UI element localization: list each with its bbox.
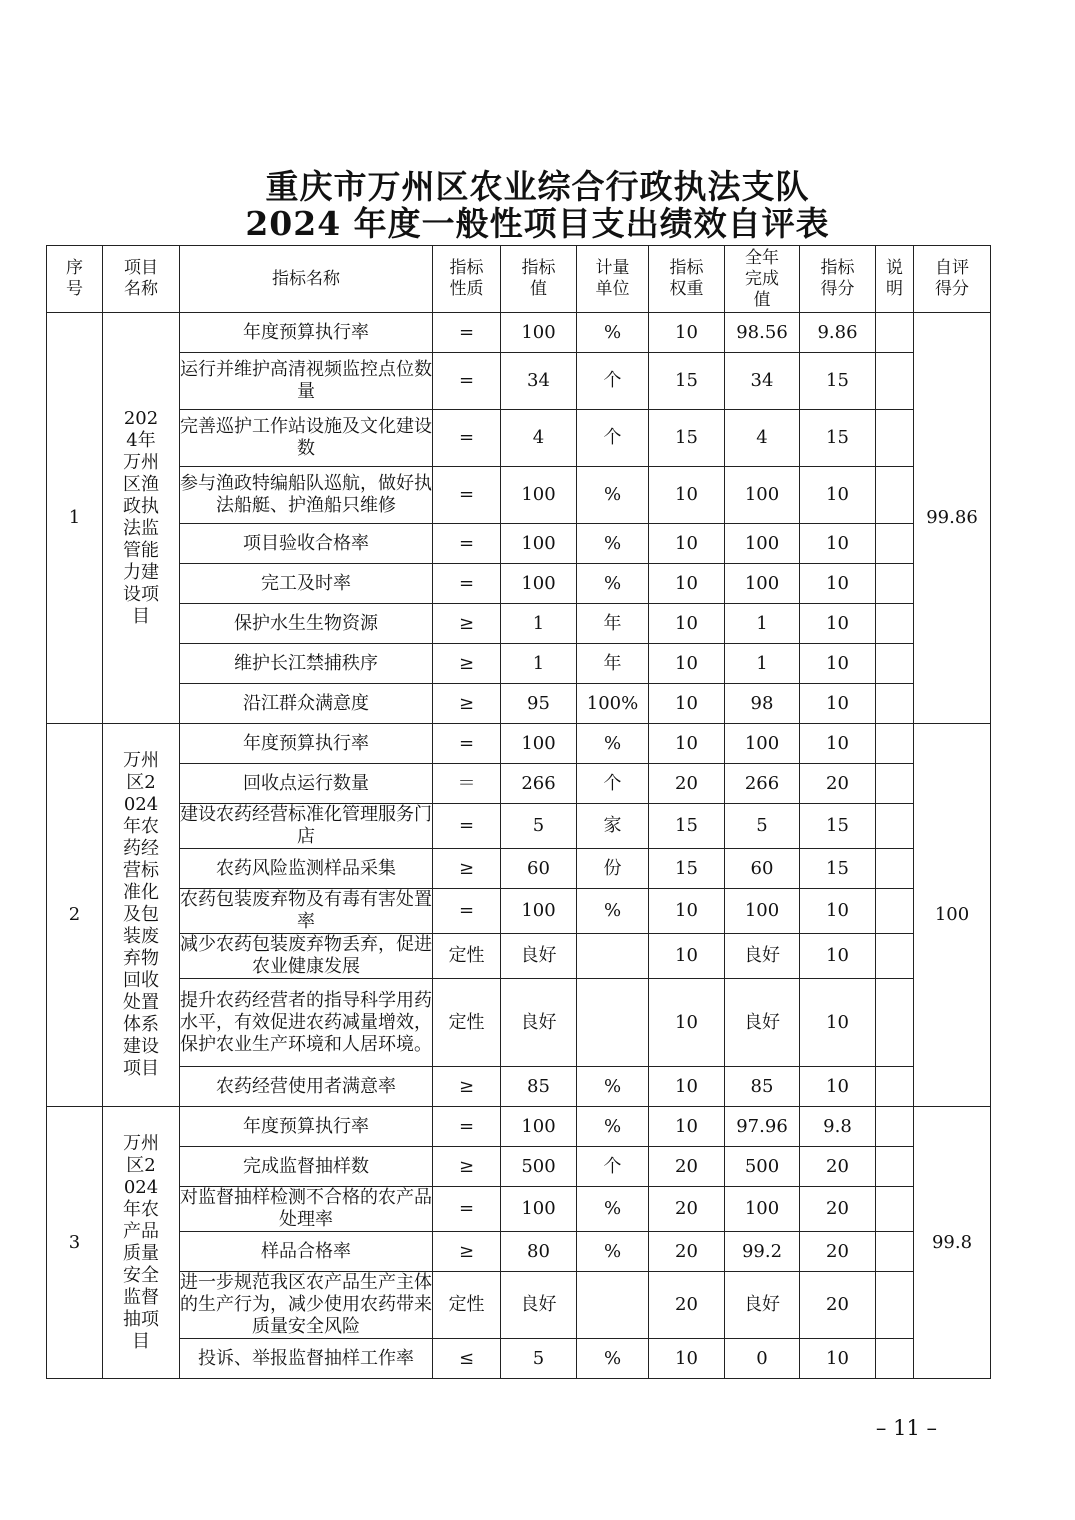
self-score-cell: 99.8 — [914, 1107, 991, 1379]
note-cell — [876, 764, 914, 804]
indicator-unit: 100% — [577, 684, 649, 724]
indicator-nature: ≥ — [433, 1232, 501, 1272]
table-row — [47, 1147, 991, 1187]
indicator-value: 266 — [501, 764, 577, 804]
indicator-unit — [577, 934, 649, 979]
title-line-1: 重庆市万州区农业综合行政执法支队 — [265, 167, 810, 206]
seq-cell: 2 — [47, 724, 103, 1107]
note-cell — [876, 1232, 914, 1272]
indicator-value: 良好 — [501, 979, 577, 1067]
header-indicator: 指标名称 — [180, 246, 433, 313]
header-seq-text: 序号 — [66, 258, 83, 299]
indicator-name: 农药风险监测样品采集 — [180, 849, 433, 889]
indicator-score: 15 — [800, 353, 876, 410]
indicator-value: 60 — [501, 849, 577, 889]
note-cell — [876, 889, 914, 934]
project-name: 万州区2024年农产品质量安全监督抽项目 — [122, 1132, 159, 1352]
project-name-cell — [103, 313, 180, 724]
indicator-value: 100 — [501, 524, 577, 564]
indicator-nature: = — [433, 313, 501, 353]
indicator-value: 5 — [501, 804, 577, 849]
indicator-score: 20 — [800, 1272, 876, 1339]
indicator-nature: = — [433, 1187, 501, 1232]
indicator-unit: % — [577, 1107, 649, 1147]
indicator-nature: = — [433, 889, 501, 934]
indicator-value: 5 — [501, 1339, 577, 1379]
indicator-actual: 34 — [725, 353, 800, 410]
table-row — [47, 764, 991, 804]
indicator-name: 完工及时率 — [180, 564, 433, 604]
indicator-weight: 10 — [649, 1339, 725, 1379]
indicator-name: 年度预算执行率 — [180, 313, 433, 353]
indicator-weight: 10 — [649, 889, 725, 934]
indicator-unit: % — [577, 1187, 649, 1232]
note-cell — [876, 1067, 914, 1107]
indicator-name: 对监督抽样检测不合格的农产品处理率 — [180, 1187, 432, 1230]
project-name: 万州区2024年农药经营标准化及包装废弃物回收处置体系建设项目 — [122, 750, 159, 1079]
indicator-actual: 100 — [725, 889, 800, 934]
indicator-name: 提升农药经营者的指导科学用药水平，有效促进农药减量增效，保护农业生产环境和人居环境。 — [180, 979, 433, 1067]
indicator-score: 9.8 — [800, 1107, 876, 1147]
indicator-weight: 15 — [649, 804, 725, 849]
header-actual-text: 全年完成值 — [745, 247, 779, 310]
table-row — [47, 889, 991, 934]
indicator-value: 4 — [501, 410, 577, 467]
indicator-weight: 10 — [649, 934, 725, 979]
indicator-score: 10 — [800, 524, 876, 564]
indicator-unit: 个 — [577, 353, 649, 410]
indicator-name: 年度预算执行率 — [180, 1107, 433, 1147]
indicator-nature: = — [433, 467, 501, 524]
indicator-unit: % — [577, 724, 649, 764]
header-value-text: 指标值 — [521, 258, 556, 299]
self-score-cell: 100 — [914, 724, 991, 1107]
indicator-weight: 20 — [649, 1272, 725, 1339]
indicator-score: 10 — [800, 889, 876, 934]
indicator-unit: % — [577, 564, 649, 604]
indicator-unit: 个 — [577, 764, 649, 804]
indicator-nature: = — [433, 724, 501, 764]
table-row — [47, 849, 991, 889]
table-row — [47, 1272, 991, 1339]
header-row — [47, 246, 991, 313]
note-cell — [876, 353, 914, 410]
note-cell — [876, 979, 914, 1067]
indicator-score: 10 — [800, 979, 876, 1067]
indicator-name: 农药经营使用者满意率 — [180, 1067, 433, 1107]
indicator-unit: 份 — [577, 849, 649, 889]
indicator-unit — [577, 1272, 649, 1339]
indicator-actual: 100 — [725, 467, 800, 524]
indicator-name: 进一步规范我区农产品生产主体的生产行为，减少使用农药带来质量安全风险 — [180, 1272, 432, 1337]
indicator-actual: 100 — [725, 1187, 800, 1232]
header-project — [103, 246, 180, 313]
indicator-value: 1 — [501, 644, 577, 684]
indicator-value: 良好 — [501, 934, 577, 979]
indicator-weight: 10 — [649, 684, 725, 724]
indicator-weight: 15 — [649, 849, 725, 889]
table-row — [47, 1067, 991, 1107]
header-score — [800, 246, 876, 313]
indicator-nature: = — [433, 1107, 501, 1147]
header-nature — [433, 246, 501, 313]
note-cell — [876, 410, 914, 467]
indicator-name: 完善巡护工作站设施及文化建设数 — [180, 410, 433, 467]
indicator-value: 100 — [501, 889, 577, 934]
indicator-unit — [577, 979, 649, 1067]
header-unit-text: 计量单位 — [595, 258, 630, 299]
seq-cell: 1 — [47, 313, 103, 724]
indicator-weight: 20 — [649, 1147, 725, 1187]
indicator-value: 95 — [501, 684, 577, 724]
indicator-actual: 60 — [725, 849, 800, 889]
table-row — [47, 1339, 991, 1379]
indicator-nature: ≥ — [433, 1067, 501, 1107]
note-cell — [876, 644, 914, 684]
indicator-value: 100 — [501, 467, 577, 524]
indicator-actual: 100 — [725, 564, 800, 604]
indicator-nature: = — [433, 804, 501, 849]
note-cell — [876, 804, 914, 849]
indicator-unit: % — [577, 1339, 649, 1379]
indicator-name: 农药包装废弃物及有毒有害处置率 — [180, 889, 432, 932]
indicator-value: 85 — [501, 1067, 577, 1107]
indicator-score: 20 — [800, 764, 876, 804]
indicator-name: 投诉、举报监督抽样工作率 — [180, 1339, 433, 1379]
indicator-nature: 定性 — [433, 934, 501, 979]
note-cell — [876, 1147, 914, 1187]
indicator-actual: 266 — [725, 764, 800, 804]
indicator-weight: 20 — [649, 1187, 725, 1232]
note-cell — [876, 604, 914, 644]
indicator-nature: = — [433, 524, 501, 564]
table-row — [47, 524, 991, 564]
indicator-value: 100 — [501, 313, 577, 353]
header-self-score — [914, 246, 991, 313]
indicator-name: 回收点运行数量 — [180, 764, 433, 804]
table-row — [47, 353, 991, 410]
indicator-weight: 20 — [649, 1232, 725, 1272]
indicator-nature: ＝ — [433, 764, 501, 804]
indicator-weight: 15 — [649, 410, 725, 467]
indicator-unit: 个 — [577, 1147, 649, 1187]
table-row — [47, 564, 991, 604]
note-cell — [876, 467, 914, 524]
indicator-actual: 85 — [725, 1067, 800, 1107]
header-score-text: 指标得分 — [820, 258, 855, 299]
indicator-score: 10 — [800, 604, 876, 644]
header-note — [876, 246, 914, 313]
header-actual — [725, 246, 800, 313]
indicator-score: 9.86 — [800, 313, 876, 353]
indicator-score: 10 — [800, 1067, 876, 1107]
indicator-nature: 定性 — [433, 1272, 501, 1339]
indicator-score: 20 — [800, 1232, 876, 1272]
indicator-actual: 98 — [725, 684, 800, 724]
indicator-score: 10 — [800, 684, 876, 724]
indicator-unit: % — [577, 889, 649, 934]
indicator-name: 沿江群众满意度 — [180, 684, 433, 724]
project-name-cell — [103, 724, 180, 1107]
header-note-text: 说明 — [886, 258, 903, 299]
indicator-score: 10 — [800, 467, 876, 524]
indicator-value: 100 — [501, 564, 577, 604]
project-name-cell — [103, 1107, 180, 1379]
indicator-name: 样品合格率 — [180, 1232, 433, 1272]
indicator-weight: 20 — [649, 764, 725, 804]
header-value — [501, 246, 577, 313]
indicator-actual: 良好 — [725, 979, 800, 1067]
table-row — [47, 604, 991, 644]
indicator-value: 良好 — [501, 1272, 577, 1339]
table-row — [47, 684, 991, 724]
note-cell — [876, 684, 914, 724]
indicator-actual: 4 — [725, 410, 800, 467]
indicator-name: 保护水生生物资源 — [180, 604, 433, 644]
indicator-weight: 10 — [649, 644, 725, 684]
note-cell — [876, 1107, 914, 1147]
indicator-value: 80 — [501, 1232, 577, 1272]
table-row — [47, 804, 991, 849]
indicator-unit: % — [577, 1067, 649, 1107]
indicator-nature: ≥ — [433, 644, 501, 684]
indicator-weight: 10 — [649, 604, 725, 644]
indicator-value: 1 — [501, 604, 577, 644]
header-nature-text: 指标性质 — [449, 258, 484, 299]
indicator-value: 100 — [501, 1187, 577, 1232]
table-row — [47, 1107, 991, 1147]
table-row — [47, 1232, 991, 1272]
table-row — [47, 467, 991, 524]
indicator-actual: 0 — [725, 1339, 800, 1379]
indicator-nature: ≥ — [433, 684, 501, 724]
indicator-weight: 10 — [649, 524, 725, 564]
indicator-actual: 5 — [725, 804, 800, 849]
table-row — [47, 934, 991, 979]
indicator-nature: ≥ — [433, 604, 501, 644]
indicator-actual: 97.96 — [725, 1107, 800, 1147]
header-self-score-text: 自评得分 — [935, 258, 969, 299]
indicator-score: 10 — [800, 1339, 876, 1379]
indicator-value: 34 — [501, 353, 577, 410]
indicator-weight: 10 — [649, 313, 725, 353]
indicator-name: 运行并维护高清视频监控点位数量 — [180, 353, 433, 410]
indicator-score: 20 — [800, 1147, 876, 1187]
page-number: – 11 – — [875, 1416, 937, 1440]
indicator-value: 100 — [501, 1107, 577, 1147]
table-row — [47, 644, 991, 684]
indicator-name: 参与渔政特编船队巡航，做好执法船艇、护渔船只维修 — [180, 467, 433, 524]
indicator-name: 项目验收合格率 — [180, 524, 433, 564]
note-cell — [876, 564, 914, 604]
indicator-nature: = — [433, 353, 501, 410]
indicator-unit: % — [577, 313, 649, 353]
indicator-score: 15 — [800, 849, 876, 889]
indicator-name: 建设农药经营标准化管理服务门店 — [180, 804, 432, 847]
table-body — [47, 313, 991, 1379]
note-cell — [876, 524, 914, 564]
indicator-weight: 10 — [649, 979, 725, 1067]
indicator-actual: 良好 — [725, 1272, 800, 1339]
project-name: 2024年万州区渔政执法监管能力建设项目 — [122, 408, 159, 627]
indicator-score: 15 — [800, 804, 876, 849]
header-seq — [47, 246, 103, 313]
indicator-name: 减少农药包装废弃物丢弃，促进农业健康发展 — [180, 934, 432, 977]
self-score-cell: 99.86 — [914, 313, 991, 724]
indicator-weight: 10 — [649, 724, 725, 764]
seq-cell: 3 — [47, 1107, 103, 1379]
indicator-unit: % — [577, 524, 649, 564]
note-cell — [876, 313, 914, 353]
indicator-name: 维护长江禁捕秩序 — [180, 644, 433, 684]
indicator-weight: 15 — [649, 353, 725, 410]
header-unit — [577, 246, 649, 313]
table-row — [47, 1187, 991, 1232]
indicator-score: 10 — [800, 644, 876, 684]
note-cell — [876, 934, 914, 979]
indicator-unit: % — [577, 1232, 649, 1272]
indicator-weight: 10 — [649, 1067, 725, 1107]
indicator-nature: ≥ — [433, 1147, 501, 1187]
indicator-weight: 10 — [649, 564, 725, 604]
indicator-value: 500 — [501, 1147, 577, 1187]
indicator-unit: 家 — [577, 804, 649, 849]
indicator-nature: ≥ — [433, 849, 501, 889]
note-cell — [876, 1187, 914, 1232]
performance-table — [46, 245, 991, 1379]
note-cell — [876, 1339, 914, 1379]
indicator-actual: 良好 — [725, 934, 800, 979]
indicator-nature: ≤ — [433, 1339, 501, 1379]
indicator-actual: 100 — [725, 724, 800, 764]
indicator-score: 10 — [800, 724, 876, 764]
indicator-unit: 年 — [577, 604, 649, 644]
header-weight — [649, 246, 725, 313]
indicator-name: 年度预算执行率 — [180, 724, 433, 764]
header-weight-text: 指标权重 — [669, 258, 704, 299]
indicator-score: 15 — [800, 410, 876, 467]
indicator-unit: % — [577, 467, 649, 524]
indicator-actual: 100 — [725, 524, 800, 564]
note-cell — [876, 849, 914, 889]
indicator-score: 10 — [800, 564, 876, 604]
indicator-nature: = — [433, 410, 501, 467]
table-row — [47, 724, 991, 764]
indicator-actual: 500 — [725, 1147, 800, 1187]
header-project-text: 项目名称 — [124, 258, 158, 299]
indicator-unit: 个 — [577, 410, 649, 467]
title-line-2: 2024 年度一般性项目支出绩效自评表 — [245, 204, 830, 243]
indicator-weight: 10 — [649, 1107, 725, 1147]
indicator-actual: 1 — [725, 604, 800, 644]
table-row — [47, 313, 991, 353]
indicator-nature: = — [433, 564, 501, 604]
table-row — [47, 410, 991, 467]
indicator-unit: 年 — [577, 644, 649, 684]
indicator-actual: 1 — [725, 644, 800, 684]
indicator-actual: 98.56 — [725, 313, 800, 353]
indicator-name: 完成监督抽样数 — [180, 1147, 433, 1187]
indicator-nature: 定性 — [433, 979, 501, 1067]
indicator-actual: 99.2 — [725, 1232, 800, 1272]
indicator-score: 20 — [800, 1187, 876, 1232]
table-row — [47, 979, 991, 1067]
note-cell — [876, 1272, 914, 1339]
note-cell — [876, 724, 914, 764]
indicator-weight: 10 — [649, 467, 725, 524]
indicator-score: 10 — [800, 934, 876, 979]
indicator-value: 100 — [501, 724, 577, 764]
